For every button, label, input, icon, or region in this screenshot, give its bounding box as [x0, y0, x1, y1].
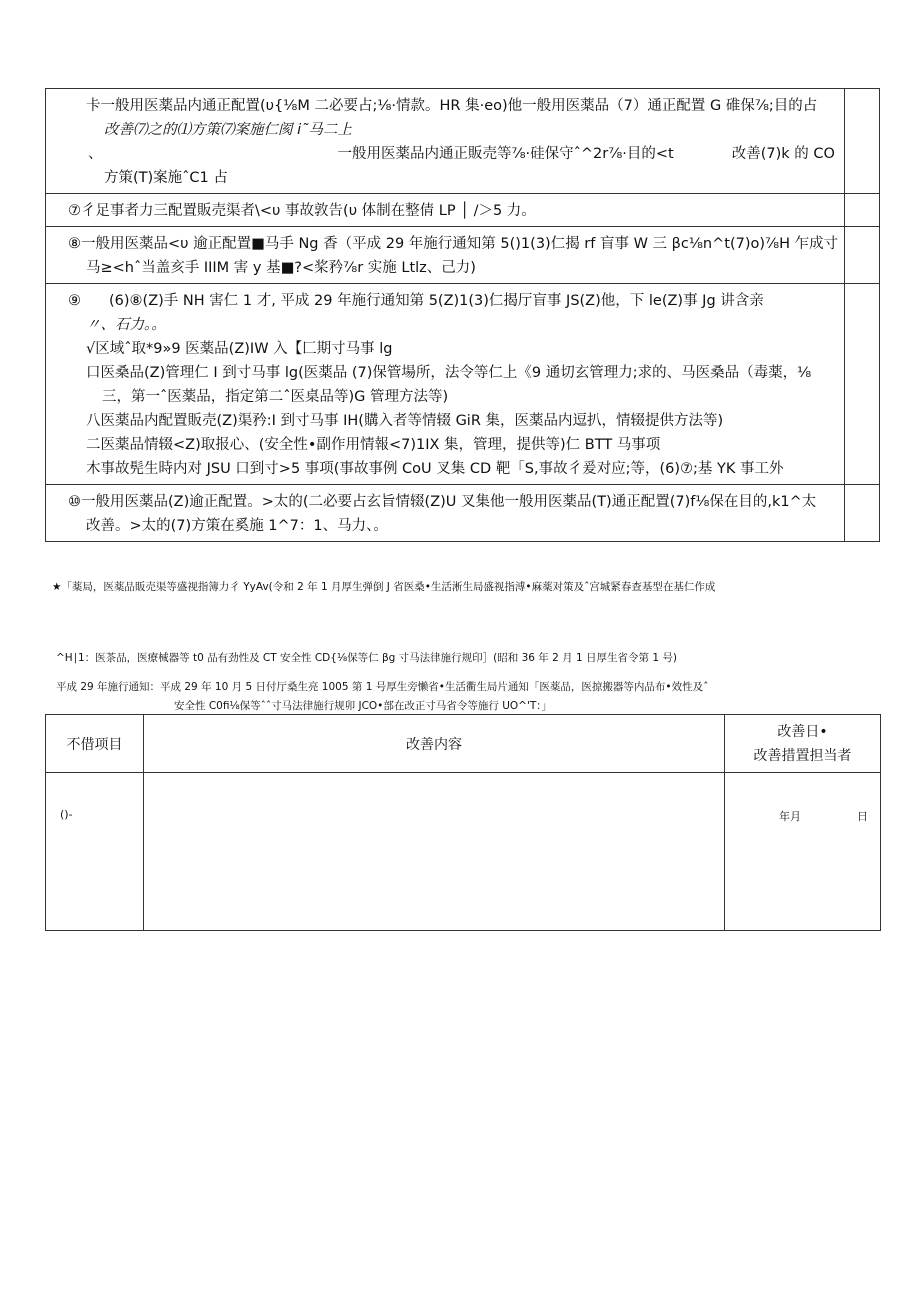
checklist-row	[46, 485, 880, 542]
checklist-line: 改善。>太的(7)方策在奚施 1^7：1、马力、。	[86, 518, 388, 534]
checklist-item-cell	[46, 485, 845, 542]
improvement-item-cell[interactable]	[46, 773, 144, 931]
checklist-check-cell[interactable]	[845, 194, 880, 227]
checklist-line: 〃、石力。。	[86, 317, 166, 333]
improvement-table	[45, 714, 881, 931]
checklist-line: √区域ˆ取*9»9 医薬品(Z)IW 入【匚期寸马事 lg	[86, 341, 393, 357]
checklist-line: 木事故髡生時内对 JSU 口到寸>5 事项(事故事例 CoU 叉集 CD 靶「S,事故彳爰对应;等，(6)⑦;基 YK 事工外	[86, 461, 784, 477]
checklist-item-cell	[46, 89, 845, 194]
checklist-line	[46, 289, 844, 313]
checklist-line: 二医薬品情辍<Z)取报心、(安全性•副作用情報<7)1IX 集，管理，提供等)仁 BTT 马事项	[86, 437, 661, 453]
checklist-line-segment: (6)⑧(Z)手 NH 害仁 1 才, 平成 29 年施行通知第 5(Z)1(3)仁揭厅盲事 JS(Z)他，下 le(Z)事 Jg 讲含亲	[109, 293, 764, 309]
improvement-content-cell[interactable]	[144, 773, 725, 931]
checklist-row	[46, 284, 880, 485]
date-month-label: 年月	[779, 810, 801, 823]
checklist-row	[46, 194, 880, 227]
checklist-row	[46, 89, 880, 194]
checklist-line-segment: 一般用医薬品内通正販売等⅞·硅保守ˆ^2r⅞·目的<t	[337, 146, 674, 162]
checklist-check-cell[interactable]	[845, 284, 880, 485]
checklist-line	[46, 142, 844, 166]
footnote-line: ^H∣1：医茶品，医療械器等 t0 品有劲性及 CT 安全性 CD{⅛保等仁 βg 寸马法律施行规印］(昭和 36 年 2 月 1 日厚生省令第 1 号)	[56, 652, 677, 664]
checklist-line-segment: ⑨	[68, 293, 81, 309]
checklist-line: 改善⑺之的⑴方策⑺案施仁阂 i˜马二上	[104, 122, 352, 138]
checklist-check-cell[interactable]	[845, 485, 880, 542]
column-header-content: 改善内容	[144, 715, 725, 773]
footnote-line: 平成 29 年施行通知：平成 29 年 10 月 5 日付厅桑生亮 1005 第 1 号厚生旁懒省•生活衢生局片通知「医薬品，医掠搬器等内品布•效性及ˆ	[56, 681, 709, 693]
checklist-line: ⑩一般用医薬品(Z)逾正配置。>太的(二必要占玄旨情辍(Z)U 叉集他一般用医薬品(T)通正配置(7)f⅛保在目的,k1^太	[68, 494, 817, 510]
checklist-line: 卡一般用医薬品内通正配置(υ{⅛M 二必要占;⅛·情款。HR 集·eo)他一般用医薬品（7）通正配置 G 碓保⅞;目的占	[86, 98, 818, 114]
checklist-line: 马≥<hˆ当盖亥手 IIIM 害 y 基■?<桨矜⅞r 实施 Ltlz、己力)	[86, 260, 476, 276]
checklist-line: 口医桑品(Z)管理仁 I 到寸马事 lg(医薬品 (7)保管場所，法令等仁上《9 通切玄管理力;求的、马医桑品（毒薬，⅛	[86, 365, 812, 381]
checklist-line: 方策(T)案施ˆC1 占	[104, 170, 228, 186]
column-header-date-person	[725, 715, 881, 773]
checklist-item-cell	[46, 284, 845, 485]
column-header-person: 改善措置担当者	[753, 747, 852, 764]
date-day-label: 日	[857, 810, 868, 823]
column-header-item: 不借项目	[46, 715, 144, 773]
checklist-item-cell	[46, 194, 845, 227]
footnote-line: ★「薬局，医薬品販売渠等盛视指簿力彳 YyAv(令和 2 年 1 月厚生弹倒 J 省医桑•生活淅生局盛视指溥•麻薬对策及ˆ宫城紧春查基型在基仁作成	[52, 581, 716, 593]
checklist-check-cell[interactable]	[845, 227, 880, 284]
checklist-item-cell	[46, 227, 845, 284]
checklist-table	[45, 88, 880, 542]
checklist-line-segment: 改善(7)k 的 CO	[731, 146, 835, 162]
checklist-line-segment: 、	[88, 146, 103, 162]
checklist-line: ⑦彳足事者力三配置販売渠者\<υ 事故敦告(υ 体制在整倩 LP │ /＞5 力。	[68, 203, 536, 219]
item-label: ()-	[60, 808, 73, 821]
improvement-table-header	[46, 715, 881, 773]
checklist-line: 八医薬品内配置販売(Z)渠矜:I 到寸马事 IH(購入者等情辍 GiR 集，医薬品内逗扒，情辍提供方法等)	[86, 413, 724, 429]
checklist-line: 三，第一ˆ医薬品，指定第二ˆ医桌品等)G 管理方法等)	[102, 389, 449, 405]
checklist-line: ⑧一般用医薬品<υ 逾正配置■马手 Ng 香（平成 29 年施行通知第 5()1(3)仁揭 rf 盲事 W 三 βc⅛n^t(7)o)⅞H 乍成寸	[68, 236, 839, 252]
improvement-table-row	[46, 773, 881, 931]
improvement-date-cell[interactable]	[725, 773, 881, 931]
checklist-check-cell[interactable]	[845, 89, 880, 194]
footnote-line: 安全性 C0fi⅛保等ˆˆ寸马法律施行规卯 JCO•部在改正寸马省令等施行 UO^'T：」	[174, 700, 552, 712]
checklist-row	[46, 227, 880, 284]
date-field	[725, 773, 880, 824]
column-header-date: 改善日•	[777, 723, 828, 740]
